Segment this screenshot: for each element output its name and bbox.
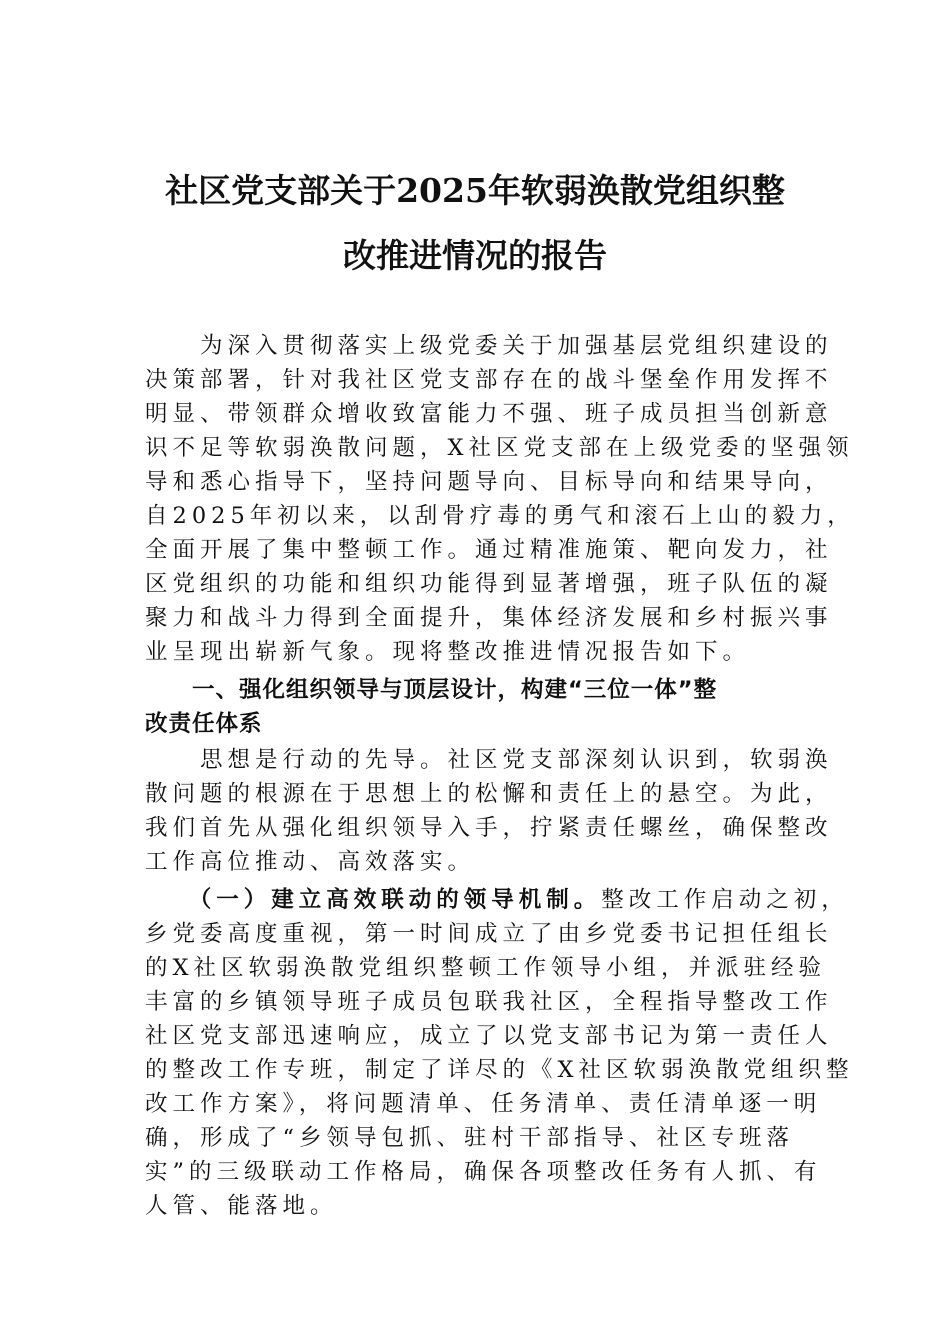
document-title-line-2: 改推进情况的报告 bbox=[343, 236, 607, 275]
subsection-1-line: 的X社区软弱涣散党组织整顿工作领导小组，并派驻经验 bbox=[145, 955, 827, 981]
section-1-heading-line: 改责任体系 bbox=[145, 711, 263, 737]
subsection-1-first-text: 整改工作启动之初， bbox=[601, 887, 849, 913]
subsection-1-line: 确，形成了“乡领导包抓、驻村干部指导、社区专班落 bbox=[145, 1125, 795, 1151]
subsection-1-line: 社区党支部迅速响应，成立了以党支部书记为第一责任人 bbox=[145, 1023, 833, 1049]
section-1-heading-line: 一、强化组织领导与顶层设计，构建“三位一体”整 bbox=[145, 677, 718, 703]
section-1-line: 思想是行动的先导。社区党支部深刻认识到，软弱涣 bbox=[145, 747, 833, 773]
intro-line: 为深入贯彻落实上级党委关于加强基层党组织建设的 bbox=[145, 333, 833, 359]
intro-line: 识不足等软弱涣散问题，X社区党支部在上级党委的坚强领 bbox=[145, 435, 854, 461]
subsection-1-line: 实”的三级联动工作格局，确保各项整改任务有人抓、有 bbox=[145, 1159, 822, 1185]
intro-line: 自2025年初以来，以刮骨疗毒的勇气和滚石上山的毅力， bbox=[145, 503, 855, 529]
intro-line: 决策部署，针对我社区党支部存在的战斗堡垒作用发挥不 bbox=[145, 367, 833, 393]
intro-line: 导和悉心指导下，坚持问题导向、目标导向和结果导向， bbox=[145, 469, 833, 495]
subsection-1-line: 丰富的乡镇领导班子成员包联我社区，全程指导整改工作 bbox=[145, 989, 833, 1015]
subsection-1-heading: （一）建立高效联动的领导机制。 bbox=[145, 887, 602, 913]
section-1-line: 工作高位推动、高效落实。 bbox=[145, 849, 476, 875]
subsection-1-line: 乡党委高度重视，第一时间成立了由乡党委书记担任组长 bbox=[145, 921, 833, 947]
intro-line: 全面开展了集中整顿工作。通过精准施策、靶向发力，社 bbox=[145, 537, 833, 563]
subsection-1-line: 改工作方案》，将问题清单、任务清单、责任清单逐一明 bbox=[145, 1091, 822, 1117]
section-1-line: 我们首先从强化组织领导入手，拧紧责任螺丝，确保整改 bbox=[145, 815, 833, 841]
document-title-line-1: 社区党支部关于2025年软弱涣散党组织整 bbox=[165, 171, 785, 210]
subsection-1-first-line bbox=[145, 884, 849, 916]
intro-line: 区党组织的功能和组织功能得到显著增强，班子队伍的凝 bbox=[145, 571, 833, 597]
section-1-line: 散问题的根源在于思想上的松懈和责任上的悬空。为此， bbox=[145, 781, 833, 807]
subsection-1-line: 人管、能落地。 bbox=[145, 1193, 338, 1219]
intro-line: 明显、带领群众增收致富能力不强、班子成员担当创新意 bbox=[145, 401, 833, 427]
intro-line: 业呈现出崭新气象。现将整改推进情况报告如下。 bbox=[145, 639, 751, 665]
subsection-1-line: 的整改工作专班，制定了详尽的《X社区软弱涣散党组织整 bbox=[145, 1057, 854, 1083]
intro-line: 聚力和战斗力得到全面提升，集体经济发展和乡村振兴事 bbox=[145, 605, 833, 631]
